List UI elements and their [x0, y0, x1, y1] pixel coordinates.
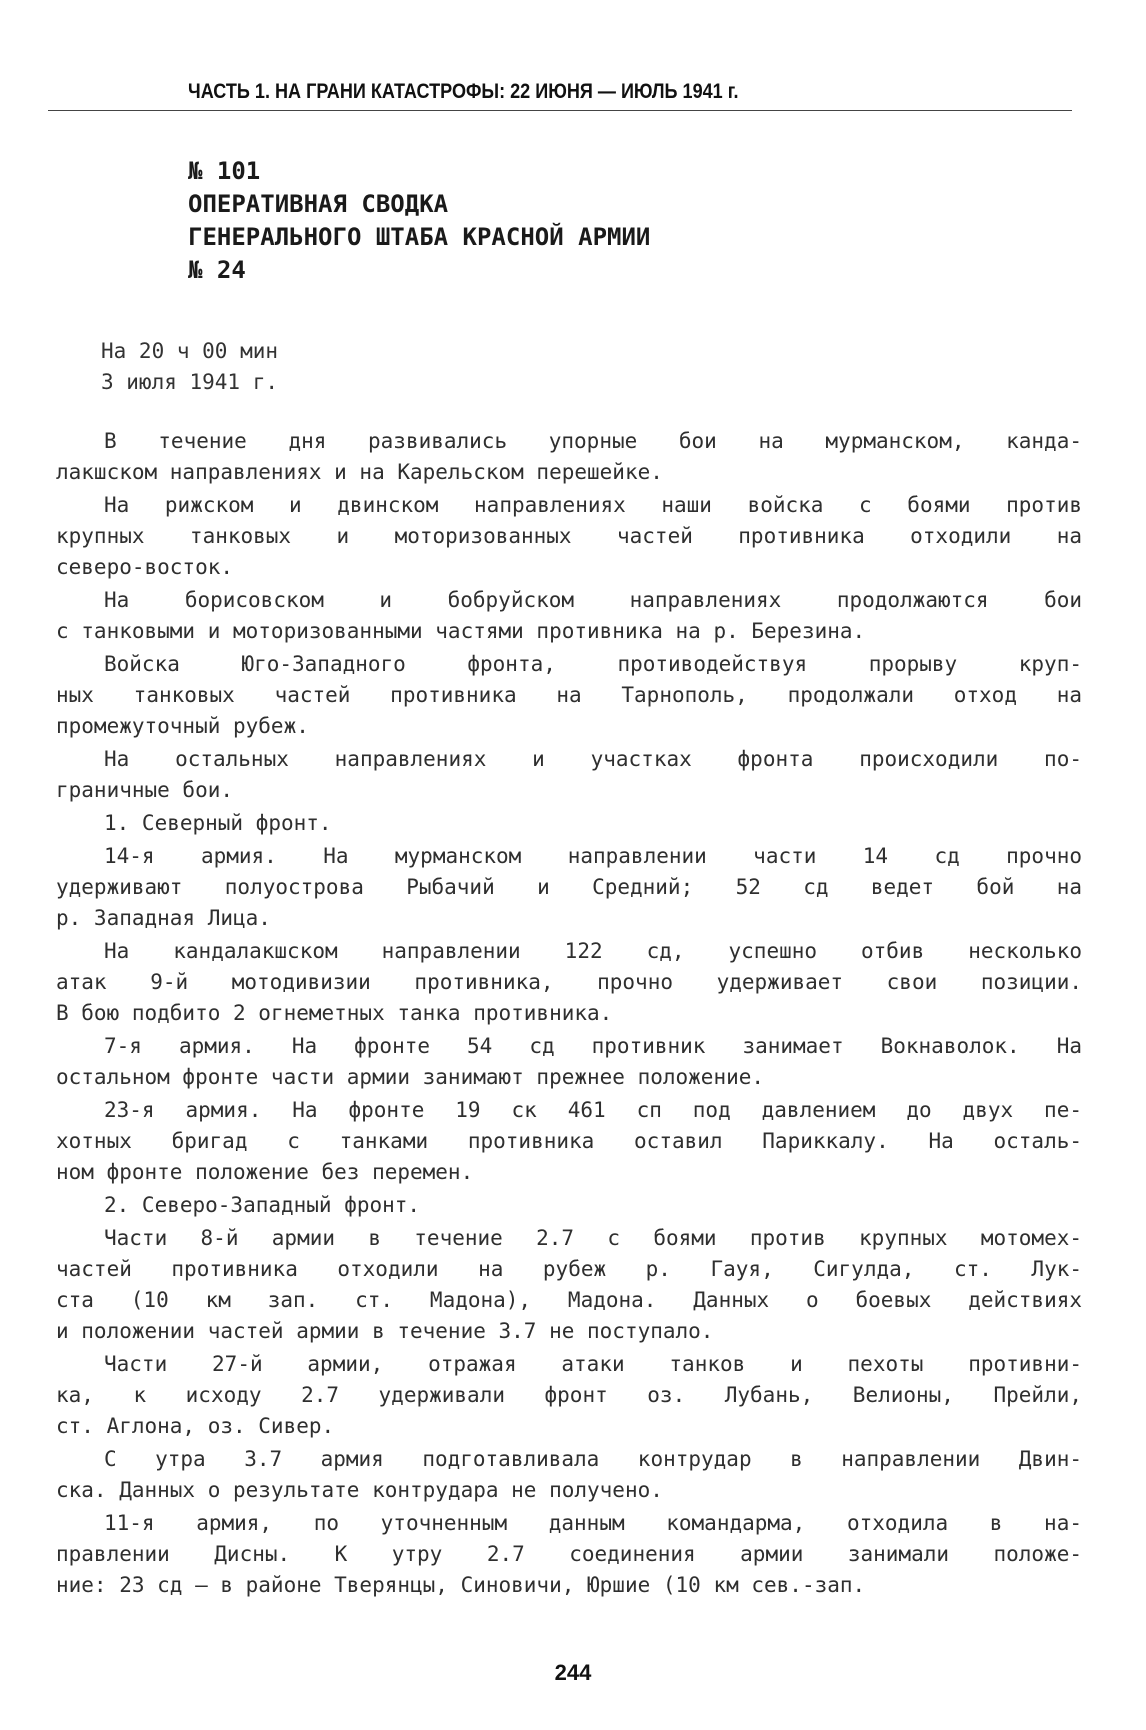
paragraph — [56, 1190, 1082, 1221]
dateline-date: 3 июля 1941 г. — [101, 370, 279, 394]
paragraph-line: В течение дня развивались упорные бои на мурманском, канда- — [104, 429, 1082, 453]
header-rule — [48, 110, 1072, 111]
paragraph-line: На кандалакшском направлении 122 сд, успешно отбив несколько — [104, 939, 1082, 963]
paragraph — [56, 649, 1082, 742]
paragraph-line: В бою подбито 2 огнеметных танка противника. — [56, 1001, 613, 1025]
page-number: 244 — [554, 1660, 592, 1685]
paragraph-line: 7-я армия. На фронте 54 сд противник занимает Вокнаволок. На — [104, 1034, 1082, 1058]
paragraph-line: остальном фронте части армии занимают прежнее положение. — [56, 1065, 765, 1089]
paragraph-line: ном фронте положение без перемен. — [56, 1160, 474, 1184]
paragraph-line: северо-восток. — [56, 555, 234, 579]
paragraph-line: удерживают полуострова Рыбачий и Средний; 52 сд ведет бой на — [56, 875, 1082, 899]
paragraph-line: ных танковых частей противника на Тарнополь, продолжали отход на — [56, 683, 1082, 707]
paragraph — [56, 841, 1082, 934]
paragraph — [56, 744, 1082, 806]
paragraph — [56, 490, 1082, 583]
paragraph-line: ние: 23 сд – в районе Тверянцы, Синовичи, Юршие (10 км сев.-зап. — [56, 1573, 866, 1597]
paragraph-line: На остальных направлениях и участках фронта происходили по- — [104, 747, 1082, 771]
body-text — [56, 426, 1082, 1603]
paragraph-line: ста (10 км зап. ст. Мадона), Мадона. Данных о боевых действиях — [56, 1288, 1082, 1312]
paragraph-line: Части 8-й армии в течение 2.7 с боями против крупных мотомех- — [104, 1226, 1082, 1250]
paragraph-line: граничные бои. — [56, 778, 234, 802]
document-heading — [188, 155, 650, 287]
paragraph — [56, 808, 1082, 839]
paragraph-line: 2. Северо-Западный фронт. — [104, 1193, 421, 1217]
paragraph-line: хотных бригад с танками противника оставил Париккалу. На осталь- — [56, 1129, 1082, 1153]
paragraph-line: 11-я армия, по уточненным данным командарма, отходила в на- — [104, 1511, 1082, 1535]
paragraph-line: правлении Дисны. К утру 2.7 соединения армии занимали положе- — [56, 1542, 1082, 1566]
paragraph-line: с танковыми и моторизованными частями противника на р. Березина. — [56, 619, 866, 643]
paragraph-line: р. Западная Лица. — [56, 906, 271, 930]
paragraph — [56, 936, 1082, 1029]
paragraph-line: С утра 3.7 армия подготавливала контрудар в направлении Двин- — [104, 1447, 1082, 1471]
paragraph — [56, 1223, 1082, 1347]
paragraph-line: 14-я армия. На мурманском направлении части 14 сд прочно — [104, 844, 1082, 868]
paragraph-line: Войска Юго-Западного фронта, противодействуя прорыву круп- — [104, 652, 1082, 676]
paragraph-line: лакшском направлениях и на Карельском перешейке. — [56, 460, 663, 484]
paragraph-line: ст. Аглона, оз. Сивер. — [56, 1414, 335, 1438]
document-number: № 101 — [188, 157, 261, 185]
running-header: ЧАСТЬ 1. НА ГРАНИ КАТАСТРОФЫ: 22 ИЮНЯ — ИЮЛЬ 1941 г. — [188, 80, 739, 103]
dateline-time: На 20 ч 00 мин — [101, 339, 279, 363]
paragraph — [56, 1095, 1082, 1188]
paragraph-line: крупных танковых и моторизованных частей противника отходили на — [56, 524, 1082, 548]
paragraph-line: и положении частей армии в течение 3.7 не поступало. — [56, 1319, 714, 1343]
paragraph-line: 1. Северный фронт. — [104, 811, 332, 835]
paragraph — [56, 1349, 1082, 1442]
paragraph-line: атак 9-й мотодивизии противника, прочно удерживает свои позиции. — [56, 970, 1082, 994]
paragraph-line: ка, к исходу 2.7 удерживали фронт оз. Лубань, Велионы, Прейли, — [56, 1383, 1082, 1407]
paragraph — [56, 426, 1082, 488]
document-title-line-1: ОПЕРАТИВНАЯ СВОДКА — [188, 190, 449, 218]
paragraph-line: 23-я армия. На фронте 19 ск 461 сп под давлением до двух пе- — [104, 1098, 1082, 1122]
paragraph — [56, 1444, 1082, 1506]
document-title-line-2: ГЕНЕРАЛЬНОГО ШТАБА КРАСНОЙ АРМИИ — [188, 223, 651, 251]
paragraph — [56, 1031, 1082, 1093]
dateline — [101, 336, 278, 398]
paragraph-line: Части 27-й армии, отражая атаки танков и пехоты противни- — [104, 1352, 1082, 1376]
paragraph-line: На рижском и двинском направлениях наши войска с боями против — [104, 493, 1082, 517]
paragraph — [56, 585, 1082, 647]
paragraph — [56, 1508, 1082, 1601]
paragraph-line: частей противника отходили на рубеж р. Гауя, Сигулда, ст. Лук- — [56, 1257, 1082, 1281]
paragraph-line: промежуточный рубеж. — [56, 714, 309, 738]
report-number: № 24 — [188, 256, 246, 284]
paragraph-line: На борисовском и бобруйском направлениях продолжаются бои — [104, 588, 1082, 612]
paragraph-line: ска. Данных о результате контрудара не получено. — [56, 1478, 663, 1502]
